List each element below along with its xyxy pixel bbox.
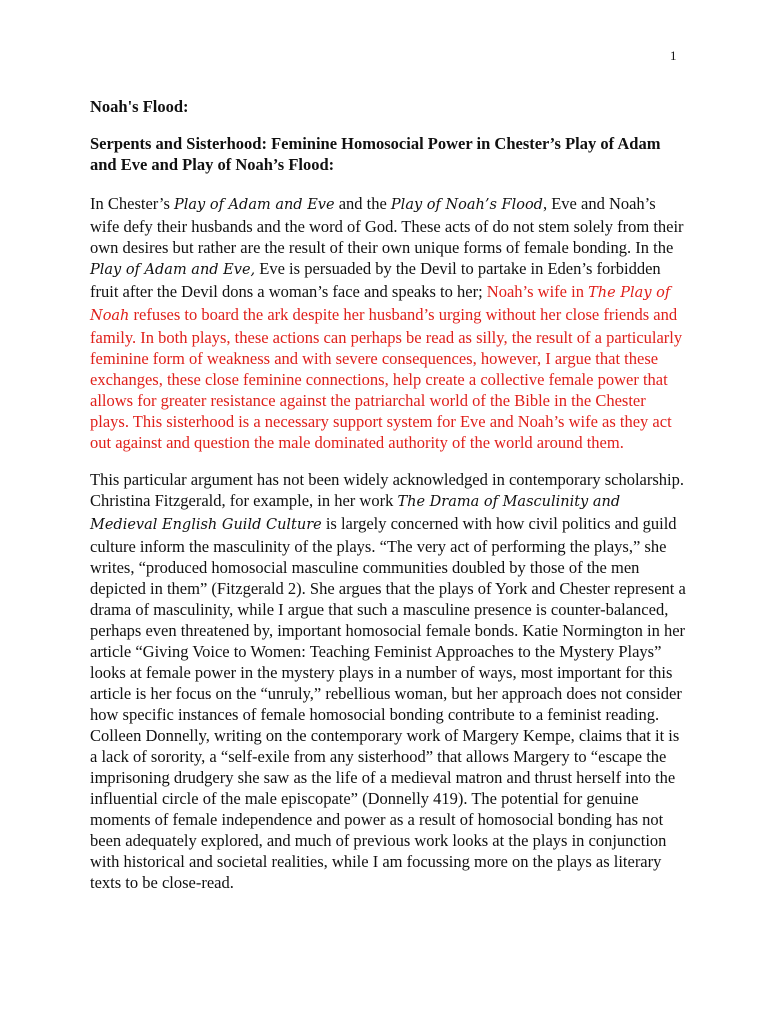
highlighted-text-run: Noah’s wife in — [486, 282, 589, 301]
text-run: In Chester’s — [90, 194, 175, 213]
text-run: This particular argument has not been widely acknowledged in contemporary scholarship. Christina Fitzgerald, for example, in her work — [90, 470, 684, 510]
text-run: and the — [334, 194, 391, 213]
italic-title-run: Play of Adam and Eve, — [90, 262, 256, 278]
italic-title-run: Play of Noah’s Flood — [390, 197, 543, 213]
italic-title-run: Play of Adam and Eve — [174, 197, 335, 213]
italic-title-run: The Drama of Masculinity and Medieval English Guild Culture — [90, 494, 621, 533]
paragraph-2 — [90, 469, 688, 893]
text-run: is largely concerned with how civil politics and guild culture inform the masculinity of the plays. “The very act of performing the plays,” she writes, “produced homosocial masculine communities doubled by those of the men depicted in them” (Fitzgerald 2). She argues that the plays of York and Chester represent a drama of masculinity, while I argue that such a masculine presence is counter-balanced, perhaps even threatened by, important homosocial female bonds. Katie Normington in her article “Giving Voice to Women: Teaching Feminist Approaches to the Mystery Plays” looks at female power in the mystery plays in a number of ways, most important for this article is her focus on the “unruly,” rebellious woman, but her approach does not consider how specific instances of female homosocial bonding contribute to a feminist reading. Colleen Donnelly, writing on the contemporary work of Margery Kempe, claims that it is a lack of sorority, a “self-exile from any sisterhood” that allows Margery to “escape the imprisoning drudgery she saw as the life of a medieval matron and thrust herself into the influential circle of the male episcopate” (Donnelly 419). The potential for genuine moments of female independence and power as a result of homosocial bonding has not been adequately explored, and much of previous work looks at the plays in conjunction with historical and societal realities, while I am focussing more on the plays as literary texts to be close-read. — [90, 514, 686, 892]
text-run: Eve is persuaded by the Devil to partake in Eden’s forbidden fruit after the Devil dons a woman’s face and speaks to her; — [90, 259, 661, 301]
document-subtitle: Serpents and Sisterhood: Feminine Homosocial Power in Chester’s Play of Adam and Eve and Play of Noah’s Flood: — [90, 134, 661, 174]
paragraph-1 — [90, 193, 688, 453]
document-body — [90, 96, 688, 893]
highlighted-italic-title-run: The Play of Noah — [90, 285, 671, 324]
document-title: Noah's Flood: — [90, 97, 189, 116]
page-number: 1 — [670, 48, 677, 63]
highlighted-text-run: refuses to board the ark despite her husband’s urging without her close friends and family. In both plays, these actions can perhaps be read as silly, the result of a particularly feminine form of weakness and with severe consequences, however, I argue that these exchanges, these close feminine connections, help create a collective female power that allows for greater resistance against the patriarchal world of the Bible in the Chester plays. This sisterhood is a necessary support system for Eve and Noah’s wife as they act out against and question the male dominated authority of the world around them. — [90, 305, 683, 452]
text-run: , Eve and Noah’s wife defy their husbands and the word of God. These acts of do not stem solely from their own desires but rather are the result of their own unique forms of female bonding. In the — [90, 194, 684, 257]
